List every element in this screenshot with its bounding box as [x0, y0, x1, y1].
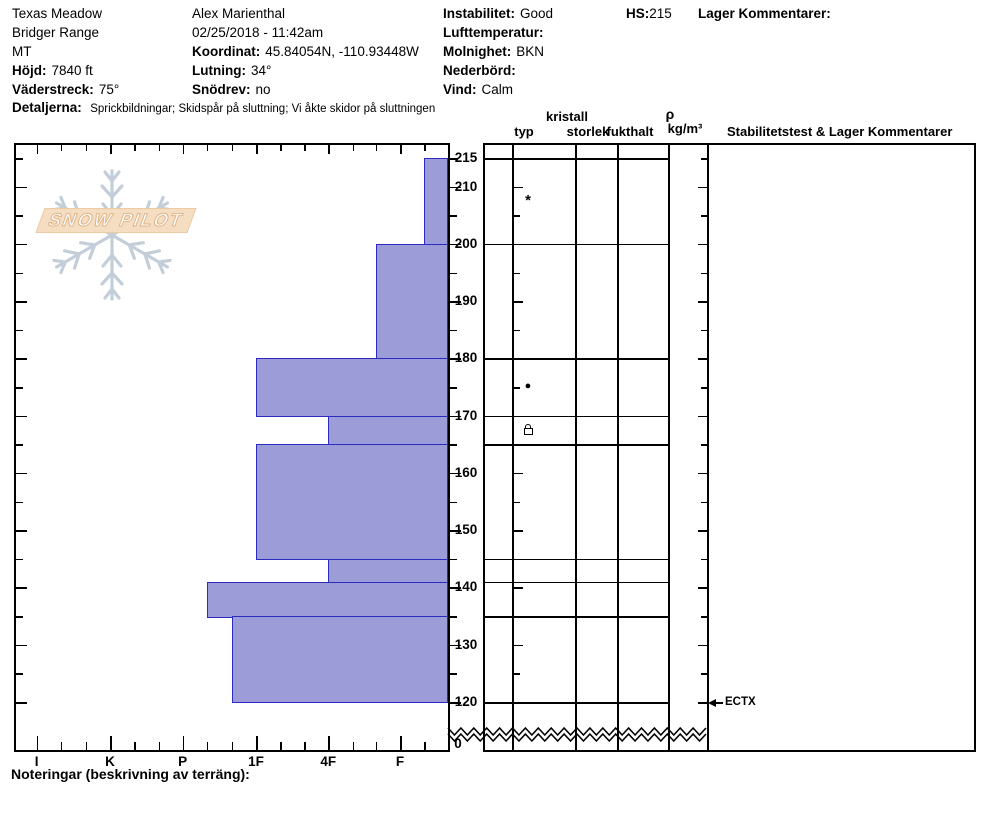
depth-tick-typ: [514, 587, 523, 589]
depth-label-200: 200: [454, 235, 478, 251]
depth-tick-left: [16, 301, 27, 303]
site-name: Texas Meadow: [12, 6, 103, 21]
depth-tick-density: [698, 416, 707, 418]
depth-tick-density: [701, 673, 707, 675]
hardness-tick-major-top: [110, 145, 112, 154]
depth-tick-left: [16, 444, 23, 446]
columns-border-bottom: [483, 750, 976, 752]
layer-boundary-line-215: [483, 158, 668, 160]
column-divider-0: [512, 143, 514, 752]
depth-tick-left: [16, 502, 23, 504]
snow-layer-bar-170-165: [328, 416, 448, 446]
hardness-tick-major-top: [37, 145, 39, 154]
hardness-tick-major-bottom: [400, 736, 402, 750]
condition-precip: Nederbörd:: [443, 63, 516, 78]
grain-symbol-precipitation-particles: *: [525, 191, 531, 209]
axis-break-zigzag: [448, 726, 708, 744]
hardness-tick-major-bottom: [328, 736, 330, 750]
site-state: MT: [12, 44, 32, 59]
depth-break-zero-label: 0: [454, 736, 462, 751]
hardness-label-4F: 4F: [320, 754, 337, 769]
depth-tick-left: [16, 330, 23, 332]
depth-tick-density: [701, 330, 707, 332]
depth-tick-left: [16, 358, 27, 360]
depth-tick-typ: [514, 187, 523, 189]
hardness-tick-major-top: [183, 145, 185, 154]
hardness-tick-minor-top: [207, 145, 209, 151]
grain-symbol-rounded-grains: ●: [524, 380, 532, 393]
hardness-tick-minor-top: [376, 145, 378, 151]
depth-label-180: 180: [454, 350, 478, 366]
depth-label-130: 130: [454, 636, 478, 652]
depth-tick-left: [16, 215, 23, 217]
depth-tick-typ: [514, 416, 523, 418]
layer-boundary-line-145: [483, 559, 668, 561]
depth-label-120: 120: [454, 694, 478, 709]
hardness-tick-major-top: [256, 145, 258, 154]
columns-border-right: [974, 143, 976, 752]
hardness-tick-minor-top: [134, 145, 136, 151]
depth-tick-right: [450, 444, 457, 446]
depth-tick-density: [701, 273, 707, 275]
depth-tick-left: [16, 473, 27, 475]
hardness-tick-minor-top: [159, 145, 161, 151]
observation-datetime: 02/25/2018 - 11:42am: [192, 25, 324, 40]
depth-tick-left: [16, 416, 27, 418]
depth-tick-density: [698, 244, 707, 246]
snowflake-icon: [32, 155, 192, 315]
layer-boundary-line-180: [483, 358, 668, 360]
grain-symbol-crust-symbol: [524, 428, 533, 435]
depth-tick-typ: [514, 673, 520, 675]
snow-layer-bar-200-180: [376, 244, 448, 360]
depth-tick-typ: [514, 559, 520, 561]
hardness-tick-major-bottom: [110, 736, 112, 750]
depth-tick-density: [701, 616, 707, 618]
depth-tick-right: [450, 273, 457, 275]
depth-tick-right: [450, 502, 457, 504]
depth-tick-density: [698, 473, 707, 475]
hardness-tick-minor-top: [86, 145, 88, 151]
hardness-tick-major-bottom: [256, 736, 258, 750]
main-chart-border-left: [14, 143, 16, 752]
stability-annotation-label: ECTX: [725, 696, 756, 708]
column-divider-4: [707, 143, 709, 752]
depth-tick-density: [701, 387, 707, 389]
column-header-density-symbol: ρ: [665, 106, 675, 122]
depth-tick-left: [16, 158, 23, 160]
hardness-tick-minor-bottom: [86, 742, 88, 750]
hardness-tick-minor-bottom: [353, 742, 355, 750]
total-snow-height: HS:215: [626, 6, 672, 21]
depth-tick-left: [16, 616, 23, 618]
layer-boundary-line-120: [483, 702, 668, 704]
depth-tick-typ: [514, 502, 520, 504]
snow-layer-bar-141-135: [207, 582, 448, 618]
depth-tick-typ: [514, 330, 520, 332]
depth-tick-left: [16, 587, 27, 589]
hardness-tick-minor-top: [353, 145, 355, 151]
depth-tick-typ: [514, 273, 520, 275]
header-conditions-column: [443, 4, 553, 99]
stability-annotation-arrowhead: [708, 699, 716, 707]
hardness-tick-minor-top: [304, 145, 306, 151]
hardness-tick-minor-bottom: [232, 742, 234, 750]
depth-tick-density: [701, 444, 707, 446]
header-observation-column: [192, 4, 419, 99]
depth-tick-density: [698, 530, 707, 532]
site-range: Bridger Range: [12, 25, 100, 40]
hardness-tick-minor-bottom: [280, 742, 282, 750]
hardness-label-I: I: [34, 754, 39, 769]
depth-tick-right: [450, 215, 457, 217]
depth-tick-density: [698, 301, 707, 303]
hardness-label-F: F: [395, 754, 405, 769]
layer-boundary-line-170: [483, 416, 668, 418]
depth-label-160: 160: [454, 464, 478, 480]
depth-tick-left: [16, 187, 27, 189]
depth-tick-typ: [514, 358, 523, 360]
site-aspect: Väderstreck: 75°: [12, 82, 120, 97]
column-header-crystal-size: storlek: [566, 124, 610, 139]
column-header-moisture: fukthalt: [606, 124, 654, 139]
depth-label-140: 140: [454, 579, 478, 595]
site-elevation: Höjd: 7840 ft: [12, 63, 93, 78]
layer-boundary-line-165: [483, 444, 668, 446]
hardness-tick-major-bottom: [183, 736, 185, 750]
column-divider-2: [617, 143, 619, 752]
depth-tick-typ: [514, 244, 523, 246]
snow-layer-bar-215-200: [424, 158, 448, 245]
layer-comments-heading: Lager Kommentarer:: [698, 6, 831, 21]
depth-tick-density: [701, 559, 707, 561]
depth-tick-density: [698, 645, 707, 647]
depth-tick-density: [698, 702, 707, 704]
hardness-tick-minor-bottom: [207, 742, 209, 750]
hardness-tick-major-top: [328, 145, 330, 154]
depth-tick-typ: [514, 473, 523, 475]
depth-tick-left: [16, 702, 27, 704]
depth-tick-typ: [514, 530, 523, 532]
depth-tick-typ: [514, 645, 523, 647]
snowpilot-logo-banner: SNOW PILOT: [35, 208, 196, 233]
depth-tick-density: [701, 502, 707, 504]
snow-layer-bar-145-141: [328, 559, 448, 583]
depth-tick-right: [450, 559, 457, 561]
hardness-tick-minor-bottom: [159, 742, 161, 750]
depth-tick-right: [450, 387, 457, 389]
depth-tick-density: [698, 187, 707, 189]
condition-sky: Molnighet: BKN: [443, 44, 544, 59]
depth-tick-left: [16, 645, 27, 647]
depth-tick-typ: [514, 616, 520, 618]
condition-instability: Instabilitet: Good: [443, 6, 554, 21]
observation-drifting: Snödrev: no: [192, 82, 271, 97]
layer-boundary-line-200: [483, 244, 668, 246]
depth-tick-right: [450, 330, 457, 332]
column-header-grain-type: typ: [514, 124, 534, 139]
depth-tick-density: [698, 587, 707, 589]
columns-border-left: [483, 143, 485, 752]
condition-airtemp: Lufttemperatur:: [443, 25, 544, 40]
layer-boundary-line-135: [483, 616, 668, 618]
depth-tick-typ: [514, 158, 520, 160]
depth-tick-density: [701, 158, 707, 160]
depth-tick-left: [16, 559, 23, 561]
depth-tick-left: [16, 673, 23, 675]
depth-tick-left: [16, 244, 27, 246]
depth-tick-right: [450, 673, 457, 675]
observation-coordinates: Koordinat: 45.84054N, -110.93448W: [192, 44, 419, 59]
depth-label-150: 150: [454, 522, 478, 538]
snow-layer-bar-180-170: [256, 358, 448, 417]
main-chart-border-right: [448, 143, 450, 752]
details-line: Detaljerna: Sprickbildningar; Skidspår på sluttning; Vi åkte skidor på sluttningen: [12, 100, 436, 115]
hardness-tick-major-top: [400, 145, 402, 154]
grain-symbol-crust-symbol-arc: [525, 424, 531, 429]
hardness-label-1F: 1F: [248, 754, 264, 769]
depth-tick-typ: [514, 702, 523, 704]
header-site-column: [12, 4, 119, 99]
depth-tick-right: [450, 616, 457, 618]
hardness-tick-minor-bottom: [304, 742, 306, 750]
depth-label-215: 215: [454, 150, 478, 165]
observer-name: Alex Marienthal: [192, 6, 286, 21]
hardness-tick-minor-bottom: [61, 742, 63, 750]
main-chart-border-bottom: [14, 750, 450, 752]
hardness-tick-major-bottom: [37, 736, 39, 750]
hardness-tick-minor-top: [280, 145, 282, 151]
depth-tick-typ: [514, 301, 523, 303]
snow-layer-bar-165-145: [256, 444, 448, 560]
layer-boundary-line-141: [483, 582, 668, 584]
column-divider-1: [575, 143, 577, 752]
depth-label-190: 190: [454, 293, 478, 309]
depth-tick-left: [16, 530, 27, 532]
column-header-crystal-line1: kristall: [546, 109, 588, 124]
hardness-tick-minor-top: [61, 145, 63, 151]
depth-tick-density: [701, 215, 707, 217]
hardness-tick-minor-bottom: [134, 742, 136, 750]
depth-tick-left: [16, 273, 23, 275]
hardness-tick-minor-bottom: [424, 742, 426, 750]
hardness-tick-minor-top: [424, 145, 426, 151]
snow-layer-bar-135-120: [232, 616, 448, 703]
hardness-tick-minor-bottom: [376, 742, 378, 750]
depth-tick-density: [698, 358, 707, 360]
condition-wind: Vind: Calm: [443, 82, 514, 97]
terrain-notes-heading: Noteringar (beskrivning av terräng):: [11, 766, 250, 782]
depth-label-170: 170: [454, 407, 478, 423]
observation-slope: Lutning: 34°: [192, 63, 272, 78]
depth-label-210: 210: [454, 178, 478, 194]
column-header-density-unit: kg/m³: [667, 121, 703, 136]
columns-border-top: [483, 143, 976, 145]
depth-tick-typ: [514, 444, 520, 446]
hardness-label-P: P: [178, 754, 188, 769]
column-divider-3: [668, 143, 670, 752]
hardness-tick-minor-top: [232, 145, 234, 151]
column-header-stability-tests: Stabilitetstest & Lager Kommentarer: [727, 124, 953, 139]
hardness-label-K: K: [105, 754, 115, 769]
depth-tick-typ: [514, 215, 520, 217]
depth-tick-left: [16, 387, 23, 389]
